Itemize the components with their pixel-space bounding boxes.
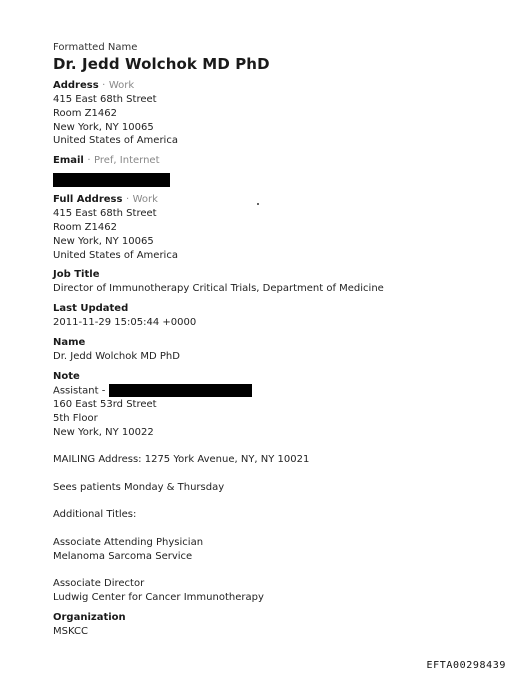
full-address-line: Room Z1462 bbox=[53, 221, 117, 233]
stray-dot bbox=[257, 203, 259, 205]
job-title-heading: Job Title bbox=[53, 269, 100, 281]
full-address-line: 415 East 68th Street bbox=[53, 208, 157, 220]
redacted-email bbox=[53, 173, 170, 187]
formatted-name-label: Formatted Name bbox=[53, 42, 138, 53]
note-patients: Sees patients Monday & Thursday bbox=[53, 481, 225, 493]
full-address-section bbox=[53, 193, 493, 262]
note-line: New York, NY 10022 bbox=[53, 426, 154, 438]
address-section bbox=[53, 79, 493, 148]
address-heading: Address · Work bbox=[53, 80, 135, 91]
organization-value: MSKCC bbox=[53, 626, 88, 638]
name-heading: Name bbox=[53, 336, 86, 348]
note-assistant-line: Assistant - bbox=[53, 384, 493, 398]
redacted-assistant bbox=[109, 384, 252, 397]
email-section bbox=[53, 154, 493, 187]
name-section bbox=[53, 336, 493, 364]
note-mailing-address: MAILING Address: 1275 York Avenue, NY, NY 10021 bbox=[53, 454, 310, 466]
address-line: New York, NY 10065 bbox=[53, 121, 154, 133]
organization-section bbox=[53, 611, 493, 639]
last-updated-heading: Last Updated bbox=[53, 303, 129, 315]
document-id: EFTA00298439 bbox=[426, 660, 506, 671]
note-additional-titles: Additional Titles: bbox=[53, 509, 137, 521]
note-heading: Note bbox=[53, 370, 80, 382]
job-title-section bbox=[53, 268, 493, 296]
note-title-line: Melanoma Sarcoma Service bbox=[53, 550, 193, 562]
job-title-value: Director of Immunotherapy Critical Trials, Department of Medicine bbox=[53, 283, 384, 295]
last-updated-value: 2011-11-29 15:05:44 +0000 bbox=[53, 317, 197, 329]
address-tag: Work bbox=[108, 80, 135, 91]
address-line: Room Z1462 bbox=[53, 107, 117, 119]
contact-card bbox=[53, 42, 493, 645]
note-title-line: Ludwig Center for Cancer Immunotherapy bbox=[53, 592, 264, 604]
note-line: 5th Floor bbox=[53, 412, 98, 424]
full-address-tag: Work bbox=[132, 194, 158, 206]
full-address-heading: Full Address · Work bbox=[53, 194, 158, 206]
full-address-line: New York, NY 10065 bbox=[53, 235, 154, 247]
last-updated-section bbox=[53, 302, 493, 330]
formatted-name: Dr. Jedd Wolchok MD PhD bbox=[53, 55, 270, 73]
note-line: 160 East 53rd Street bbox=[53, 399, 157, 411]
note-title-line: Associate Director bbox=[53, 578, 145, 590]
note-title-line: Associate Attending Physician bbox=[53, 537, 204, 549]
email-heading: Email · Pref, Internet bbox=[53, 155, 160, 167]
organization-heading: Organization bbox=[53, 612, 126, 624]
address-line: United States of America bbox=[53, 135, 178, 147]
name-value: Dr. Jedd Wolchok MD PhD bbox=[53, 350, 180, 362]
note-section bbox=[53, 370, 493, 605]
email-tag: Pref, Internet bbox=[94, 155, 160, 167]
full-address-line: United States of America bbox=[53, 249, 178, 261]
address-line: 415 East 68th Street bbox=[53, 94, 157, 105]
